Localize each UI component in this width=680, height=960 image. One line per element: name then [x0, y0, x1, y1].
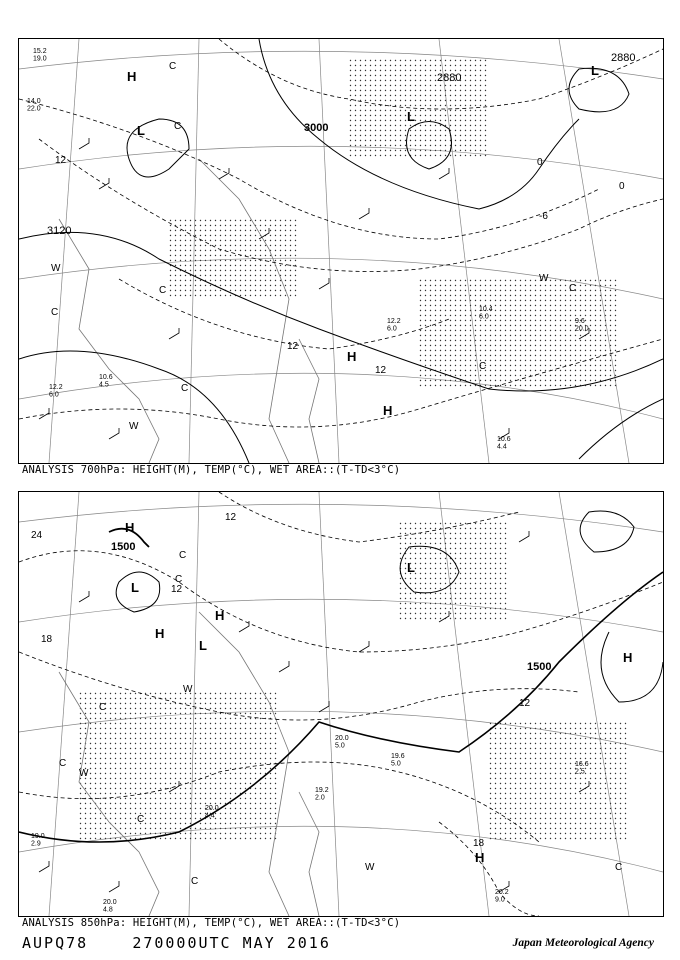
map-700hpa-svg [19, 39, 663, 463]
temp-label: 18 [473, 838, 485, 849]
air-mass-label: C [181, 383, 189, 394]
station-plot: 10.6 4.4 [497, 436, 511, 451]
height-label: 1500 [111, 541, 136, 553]
pressure-center-high: H [215, 608, 225, 623]
station-plot: 15.2 19.0 [33, 48, 47, 63]
station-plot: 19.6 5.0 [391, 753, 405, 768]
station-plot: 12.2 6.0 [387, 318, 401, 333]
pressure-center-low: L [199, 638, 207, 653]
pressure-center-low: L [407, 109, 415, 124]
station-plot: 10.6 4.5 [99, 374, 113, 389]
air-mass-label: C [174, 121, 182, 132]
temp-label: 12 [287, 341, 299, 352]
pressure-center-high: H [155, 626, 165, 641]
temp-label: 0 [537, 157, 543, 168]
pressure-center-high: H [127, 69, 137, 84]
air-mass-label: W [539, 273, 549, 284]
height-label: 3120 [47, 225, 72, 237]
pressure-center-low: L [137, 123, 145, 138]
temp-label: 18 [41, 634, 53, 645]
chart-id-line [22, 934, 331, 952]
air-mass-label: C [175, 574, 183, 585]
map-panel-700hpa [18, 38, 664, 464]
height-label: 2880 [611, 52, 636, 64]
station-plot: 20.0 4.8 [103, 899, 117, 914]
air-mass-label: C [191, 876, 199, 887]
air-mass-label: W [51, 263, 61, 274]
air-mass-label: C [59, 758, 67, 769]
map-panel-850hpa [18, 491, 664, 917]
station-plot: 20.0 4.4 [205, 805, 219, 820]
station-plot: 19.2 2.0 [315, 787, 329, 802]
pressure-center-low: L [407, 560, 415, 575]
agency-name: Japan Meteorological Agency [512, 937, 654, 949]
air-mass-label: W [365, 862, 375, 873]
station-plot: 12.2 6.0 [49, 384, 63, 399]
temp-label: 0 [619, 181, 625, 192]
station-plot: 16.6 2.5 [575, 761, 589, 776]
wet-area-stipple [79, 522, 629, 842]
station-plot: 20.0 5.0 [335, 735, 349, 750]
coastline [59, 159, 319, 463]
station-plot: 14.0 22.0 [27, 98, 41, 113]
temp-label: 12 [55, 155, 67, 166]
air-mass-label: C [569, 283, 577, 294]
air-mass-label: W [183, 684, 193, 695]
station-plot: 19.0 2.9 [31, 833, 45, 848]
pressure-center-high: H [347, 349, 357, 364]
height-label: 2880 [437, 72, 462, 84]
air-mass-label: C [99, 702, 107, 713]
air-mass-label: C [169, 61, 177, 72]
pressure-center-high: H [125, 520, 135, 535]
temp-label: 12 [171, 584, 183, 595]
temp-label: 24 [31, 530, 43, 541]
height-contours [19, 39, 663, 463]
temp-label: 12 [375, 365, 387, 376]
station-plot: 9.6 20.0 [575, 318, 589, 333]
map-850hpa-svg [19, 492, 663, 916]
air-mass-label: W [79, 768, 89, 779]
caption-700hpa: ANALYSIS 700hPa: HEIGHT(M), TEMP(°C), WET AREA::(T-TD<3°C) [22, 464, 401, 476]
pressure-center-high: H [623, 650, 633, 665]
air-mass-label: C [159, 285, 167, 296]
temp-label: 12 [519, 698, 531, 709]
valid-time: 270000UTC MAY 2016 [132, 934, 331, 952]
temp-label: -6 [539, 211, 548, 222]
graticule [19, 39, 663, 463]
air-mass-label: C [179, 550, 187, 561]
pressure-center-low: L [131, 580, 139, 595]
pressure-center-high: H [383, 403, 393, 418]
height-label: 3000 [304, 122, 329, 134]
air-mass-label: C [615, 862, 623, 873]
wet-area-stipple [169, 59, 619, 389]
chart-code: AUPQ78 [22, 934, 89, 952]
caption-850hpa: ANALYSIS 850hPa: HEIGHT(M), TEMP(°C), WET AREA::(T-TD<3°C) [22, 917, 401, 929]
height-label: 1500 [527, 661, 552, 673]
air-mass-label: C [137, 814, 145, 825]
station-plot: 20.2 9.0 [495, 889, 509, 904]
station-plot: 10.4 6.0 [479, 306, 493, 321]
air-mass-label: C [51, 307, 59, 318]
air-mass-label: W [129, 421, 139, 432]
temp-label: 12 [225, 512, 237, 523]
air-mass-label: C [479, 361, 487, 372]
pressure-center-high: H [475, 850, 485, 865]
pressure-center-low: L [591, 63, 599, 78]
